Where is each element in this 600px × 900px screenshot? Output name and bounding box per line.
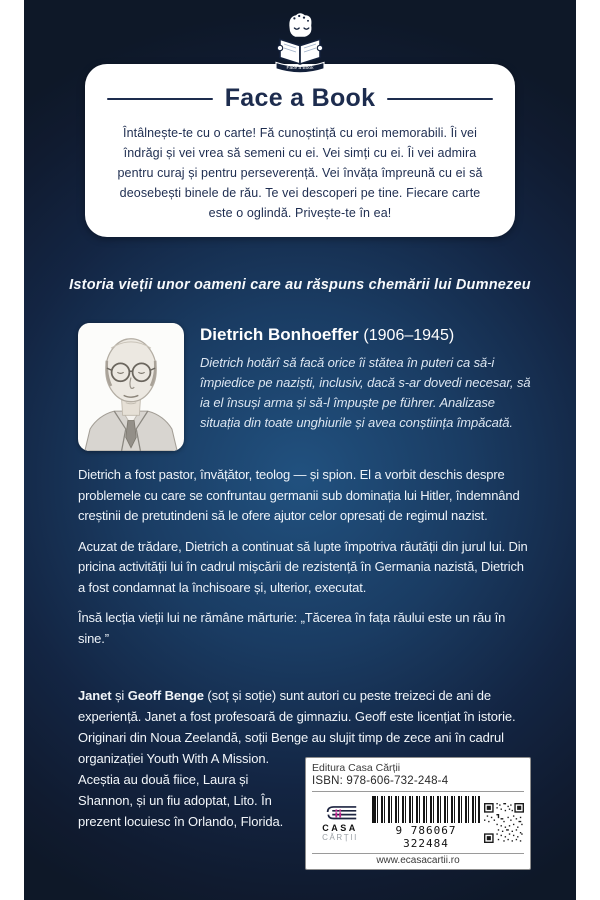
description-paragraph-1: Dietrich a fost pastor, învățător, teolog — și spion. El a vorbit deschis despre problemele cu care se confruntau germanii sub dominația lui Hitler, îndemnând creștinii de pretutindeni să le ofere ajutor celor opresați de regimul nazist. [78,467,520,523]
subject-bio-row [24,323,576,451]
dietrich-portrait-sketch [78,323,184,451]
qr-code-icon [484,803,524,843]
isbn-text: ISBN: 978-606-732-248-4 [312,775,449,787]
barcode-header [312,762,524,792]
publisher-website: www.ecasacartii.ro [312,853,524,867]
authors-bio-body: (soț și soție) sunt autori cu peste treizeci de ani de experiență. Janet a fost profesoară de gimnaziu. Geoff este licențiat în istorie. Originari din Noua Zeelandă, soții Benge au slujit timp de zece ani în cadrul organizației Youth With A Mission. Aceștia au două fiice, Laura și Shannon, și un fiu adoptat, Lito. În prezent locuiesc în Orlando, Florida. [78,688,516,829]
description-paragraph-2: Acuzat de trădare, Dietrich a continuat să lupte împotriva răutății din jurul lui. Din pricina activității lui în cadrul mișcării de rezistență în Germania nazistă, Dietrich a fost condamnat la închisoare și, ulterior, executat. [78,538,528,595]
barcode-box [305,757,531,870]
portrait-card [78,323,184,451]
intro-card-title-row [107,84,493,113]
authors-connector: și [111,688,128,703]
subject-intro-column [200,323,531,451]
intro-card-title: Face a Book [224,84,376,112]
subject-intro-quote: Dietrich hotărî să facă orice îi stătea în puteri ca să-i împiedice pe naziști, inclusiv, dacă s-ar dovedi necesar, să ia el însuși arma și să-l împuște pe führer. Analizase situația din toate unghiurile și avea conștiința împăcată. [200,355,531,430]
subject-name-line [200,325,531,345]
title-rule-left [107,98,213,100]
subject-years: (1906–1945) [363,327,455,344]
publisher-logo-cartii: CĂRȚII [322,832,358,842]
title-rule-right [387,98,493,100]
publisher-name: Editura Casa Cărții [312,762,401,774]
barcode-digits: 9 786067 322484 [395,824,457,850]
logo-ribbon-label: Face a Book [286,66,314,72]
description-paragraphs [24,465,576,649]
subject-name: Dietrich Bonhoeffer [200,325,359,344]
face-a-book-logo [268,10,332,78]
publisher-book-icon [318,805,362,822]
description-paragraph-3: Însă lecția vieții lui ne rămâne mărturie: „Tăcerea în fața răului este un rău în sine.” [78,610,506,646]
barcode-main-row [312,792,524,852]
author-name-janet: Janet [78,688,112,703]
book-cover [24,0,576,900]
publisher-logo-casa: CASA [322,822,358,833]
series-tagline: Istoria vieții unor oameni care au răspuns chemării lui Dumnezeu [69,277,531,293]
intro-card [85,64,515,237]
intro-card-body: Întâlnește-te cu o carte! Fă cunoștință cu eroi memorabili. Îi vei îndrăgi și vei vrea să semeni cu ei. Vei simți cu ei. Îi vei admira pentru curaj și pentru perseverență. Vei învăța împreună cu ei să deosebești binele de rău. Te vei descoperi pe tine. Fiecare carte este o oglindă. Privește-te în ea! [117,126,483,220]
authors-section [24,685,576,876]
author-name-geoff: Geoff Benge [127,688,204,703]
reader-mascot-icon [268,10,332,78]
publisher-logo [312,805,368,842]
barcode-bars [372,796,480,823]
ean-barcode [368,796,484,850]
